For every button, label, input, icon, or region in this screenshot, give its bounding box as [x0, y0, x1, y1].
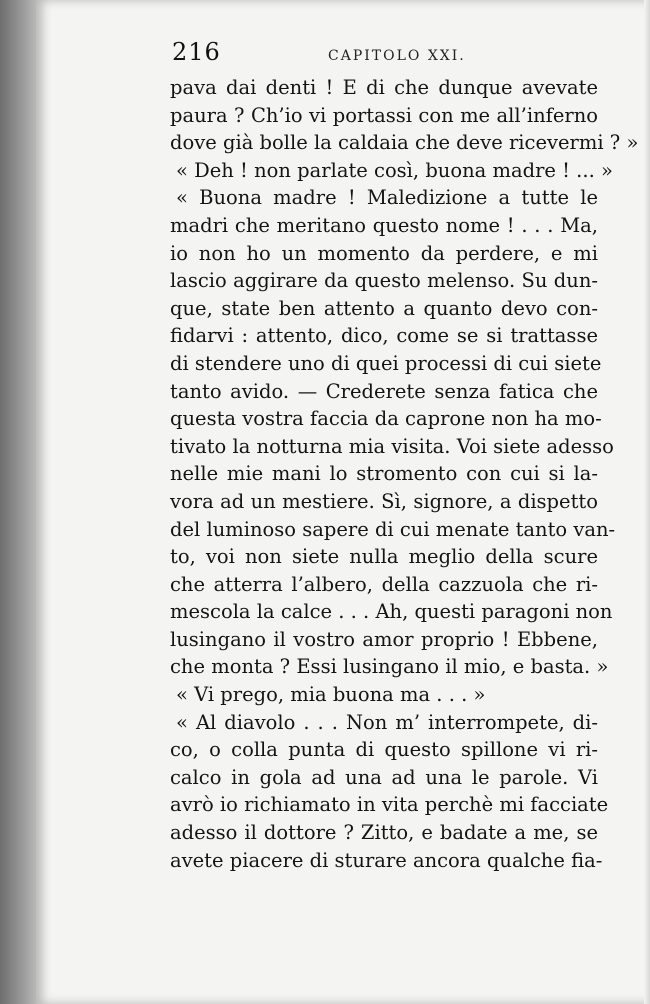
text-line: avrò io richiamato in vita perchè mi facciate — [170, 793, 609, 817]
text-line: che atterra l’albero, della cazzuola che ri- — [170, 572, 598, 596]
text-line: fidarvi : attento, dico, come se si trattasse — [170, 324, 598, 348]
text-line: di stendere uno di quei processi di cui siete — [170, 351, 602, 375]
chapter-title: CAPITOLO XXI. — [328, 48, 466, 64]
text-line: lusingano il vostro amor proprio ! Ebbene, — [170, 627, 598, 651]
text-line: questa vostra faccia da caprone non ha mo- — [170, 407, 602, 431]
page-header — [172, 38, 598, 68]
text-line: nelle mie mani lo stromento con cui si la- — [170, 462, 598, 486]
text-line: calco in gola ad una ad una le parole. Vi — [170, 765, 598, 789]
text-line: dove già bolle la caldaia che deve ricevermi ? » — [170, 131, 639, 155]
text-line: que, state ben attento a quanto devo con- — [170, 296, 598, 320]
text-line: « Deh ! non parlate così, buona madre ! ... » — [176, 158, 613, 182]
text-line: to, voi non siete nulla meglio della scure — [170, 545, 598, 569]
text-line: tanto avido. — Crederete senza fatica che — [170, 379, 598, 403]
text-line: « Vi prego, mia buona ma . . . » — [176, 683, 486, 707]
text-line: paura ? Ch’io vi portassi con me all’inferno — [170, 103, 598, 127]
text-line: mescola la calce . . . Ah, questi paragoni non — [170, 600, 613, 624]
text-line: avete piacere di sturare ancora qualche fia- — [170, 848, 603, 872]
text-line: del luminoso sapere di cui menate tanto van- — [170, 517, 616, 541]
text-line: « Buona madre ! Maledizione a tutte le — [176, 186, 598, 210]
text-line: adesso il dottore ? Zitto, e badate a me, se — [170, 821, 598, 845]
text-line: co, o colla punta di questo spillone vi ri- — [170, 738, 598, 762]
text-line: vora ad un mestiere. Sì, signore, a dispetto — [170, 489, 598, 513]
text-line: che monta ? Essi lusingano il mio, e basta. » — [170, 655, 609, 679]
page-edge — [644, 0, 650, 1004]
text-line: tivato la notturna mia visita. Voi siete adesso — [170, 434, 614, 458]
binding-shadow — [0, 0, 38, 1004]
text-line: pava dai denti ! E di che dunque avevate — [170, 76, 598, 99]
text-line: io non ho un momento da perdere, e mi — [170, 241, 598, 265]
text-line: « Al diavolo . . . Non m’ interrompete, di- — [176, 710, 598, 734]
text-line: madri che meritano questo nome ! . . . Ma, — [170, 213, 598, 237]
page-body-text — [170, 74, 639, 874]
page-number: 216 — [172, 38, 221, 66]
text-line: lascio aggirare da questo melenso. Su dun- — [170, 269, 598, 293]
